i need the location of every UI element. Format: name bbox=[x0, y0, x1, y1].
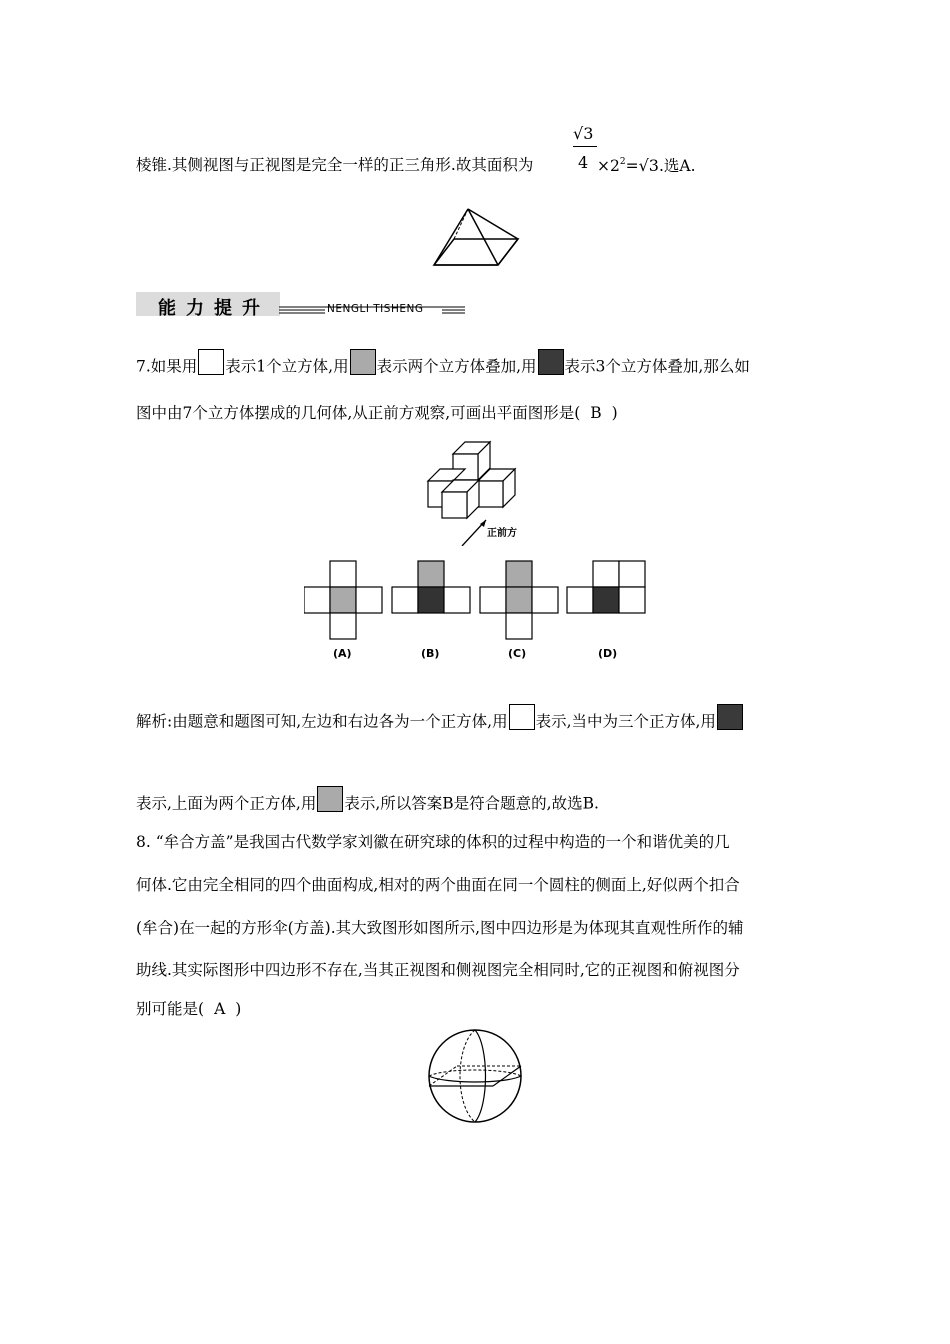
q8-line4: 助线.其实际图形中四边形不存在,当其正视图和侧视图完全相同时,它的正视图和俯视图分 bbox=[136, 961, 740, 979]
fraction-numerator: √3 bbox=[573, 124, 594, 143]
q8-answer: A bbox=[214, 1000, 226, 1018]
gray-cube-icon bbox=[350, 349, 376, 375]
solution-text-c: 表示,上面为两个正方体,用 bbox=[136, 794, 317, 813]
dark-cube-icon bbox=[717, 704, 743, 730]
white-cube-icon bbox=[198, 349, 224, 375]
q7-line1 bbox=[136, 349, 750, 375]
section-banner bbox=[136, 292, 280, 319]
q7-text-f: ) bbox=[611, 404, 618, 422]
solution-text-a: 解析:由题意和题图可知,左边和右边各为一个正方体,用 bbox=[136, 712, 508, 731]
option-label-c: (C) bbox=[508, 647, 527, 660]
q7-text-c: 表示两个立方体叠加,用 bbox=[376, 357, 537, 376]
white-cube-icon bbox=[509, 704, 535, 730]
q8-text-b: ) bbox=[235, 1000, 242, 1018]
q7-answer: B bbox=[590, 404, 602, 422]
top-line-tail bbox=[597, 158, 696, 175]
q8-line3: (牟合)在一起的方形伞(方盖).其大致图形如图所示,图中四边形是为体现其直观性所作的辅 bbox=[136, 919, 744, 937]
q7-solution-line2 bbox=[136, 786, 599, 812]
top-line bbox=[136, 158, 533, 174]
solution-text-d: 表示,所以答案B是符合题意的,故选B. bbox=[344, 794, 599, 813]
exponent: 2 bbox=[619, 157, 626, 167]
equals-sign: = bbox=[625, 157, 639, 175]
option-figures bbox=[304, 559, 654, 641]
top-text-before: 棱锥.其侧视图与正视图是完全一样的正三角形.故其面积为 bbox=[136, 156, 534, 174]
q7-text-b: 表示1个立方体,用 bbox=[225, 357, 349, 376]
front-direction-label: 正前方 bbox=[487, 528, 517, 539]
banner-title: 能力提升 bbox=[158, 298, 270, 319]
q7-text-a: 7.如果用 bbox=[136, 357, 198, 376]
banner-subtitle: NENGLI TISHENG bbox=[327, 303, 424, 315]
top-text-after: .选A. bbox=[658, 157, 696, 175]
q7-text-d: 表示3个立方体叠加,那么如 bbox=[564, 357, 750, 376]
q7-text-e: 图中由7个立方体摆成的几何体,从正前方观察,可画出平面图形是( bbox=[136, 404, 581, 422]
dark-cube-icon bbox=[538, 349, 564, 375]
q7-line2 bbox=[136, 406, 618, 422]
q8-line5 bbox=[136, 1002, 241, 1018]
gray-cube-icon bbox=[317, 786, 343, 812]
q7-solution-line1 bbox=[136, 704, 744, 730]
fraction-bar bbox=[573, 146, 597, 147]
option-label-b: (B) bbox=[421, 647, 440, 660]
pyramid-figure bbox=[430, 205, 530, 275]
option-label-d: (D) bbox=[598, 647, 618, 660]
option-label-a: (A) bbox=[333, 647, 352, 660]
solution-text-b: 表示,当中为三个正方体,用 bbox=[535, 712, 716, 731]
sphere-figure bbox=[425, 1028, 535, 1128]
fraction-denominator: 4 bbox=[578, 153, 589, 172]
times-term: ×2 bbox=[597, 157, 620, 175]
sqrt3-value: √3 bbox=[638, 156, 659, 175]
q8-text-a: 别可能是( bbox=[136, 1000, 205, 1018]
q8-line2: 何体.它由完全相同的四个曲面构成,相对的两个曲面在同一个圆柱的侧面上,好似两个扣合 bbox=[136, 876, 740, 894]
q8-line1: 8. “牟合方盖”是我国古代数学家刘徽在研究球的体积的过程中构造的一个和谐优美的几 bbox=[136, 833, 730, 851]
